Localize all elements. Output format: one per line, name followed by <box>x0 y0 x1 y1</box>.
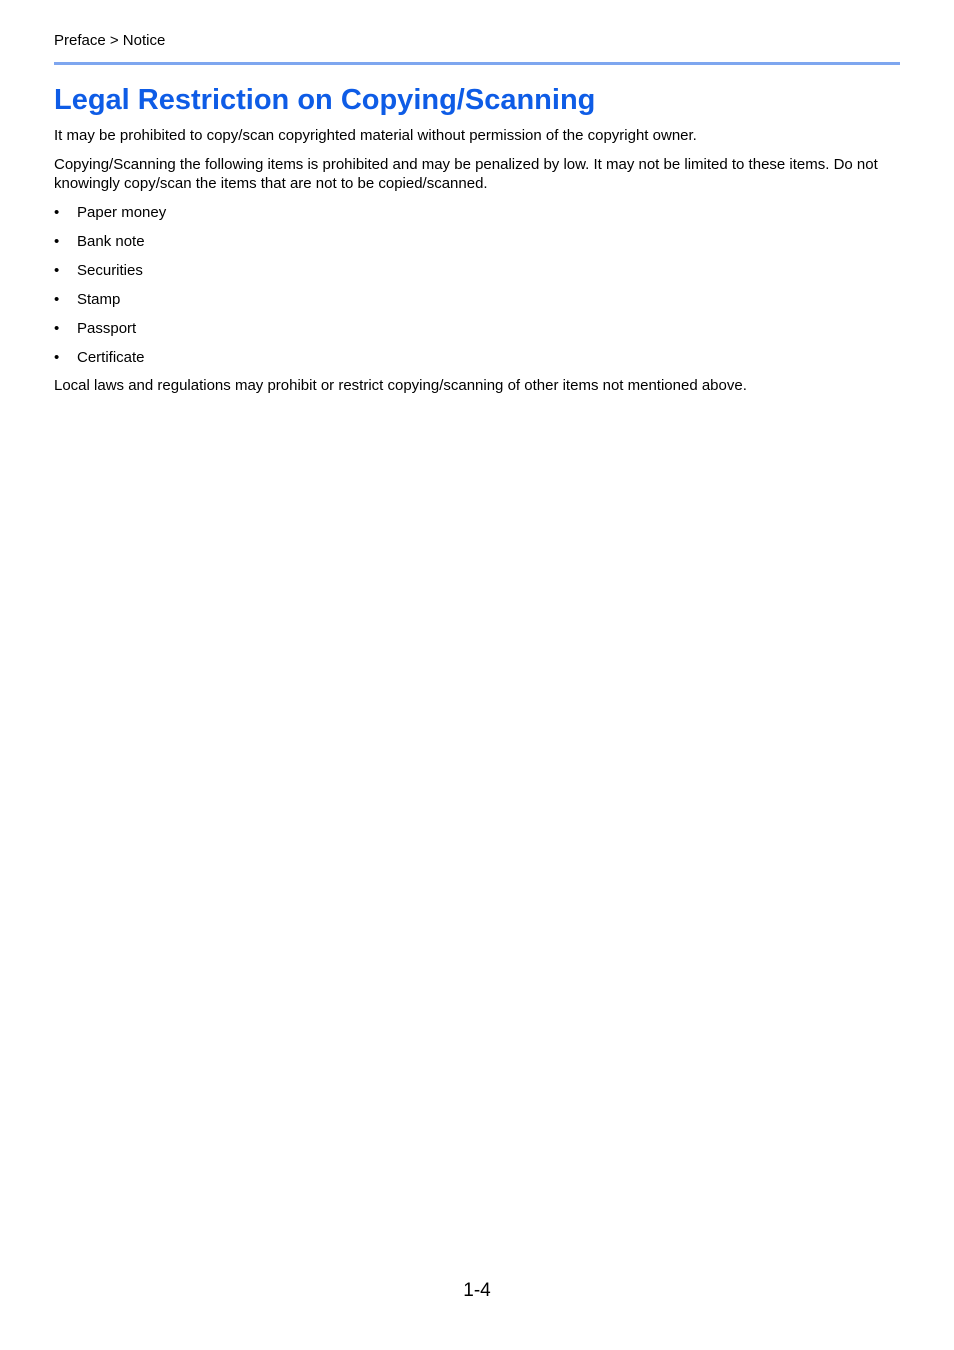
list-item-label: Stamp <box>77 291 121 308</box>
list-item-label: Securities <box>77 262 143 279</box>
intro-paragraph: It may be prohibited to copy/scan copyrighted material without permission of the copyright owner. <box>54 127 697 144</box>
page-title: Legal Restriction on Copying/Scanning <box>54 84 596 116</box>
prohibited-items-paragraph: Copying/Scanning the following items is prohibited and may be penalized by low. It may not be limited to these items. Do not knowingly copy/scan the items that are not to be copied/scanned. <box>54 156 878 192</box>
bullet-icon: • <box>54 320 60 337</box>
list-item <box>54 232 166 261</box>
list-item-label: Bank note <box>77 233 145 250</box>
list-item <box>54 290 166 319</box>
bullet-icon: • <box>54 262 60 279</box>
bullet-icon: • <box>54 204 60 221</box>
list-item-label: Passport <box>77 320 137 337</box>
list-item <box>54 261 166 290</box>
page-number: 1-4 <box>463 1280 491 1301</box>
bullet-icon: • <box>54 233 60 250</box>
list-item-label: Paper money <box>77 204 167 221</box>
closing-paragraph: Local laws and regulations may prohibit or restrict copying/scanning of other items not mentioned above. <box>54 377 747 394</box>
list-item <box>54 319 166 348</box>
bullet-icon: • <box>54 349 60 366</box>
list-item <box>54 348 166 377</box>
breadcrumb: Preface > Notice <box>54 32 166 49</box>
list-item <box>54 203 166 232</box>
prohibited-items-list <box>54 203 166 377</box>
list-item-label: Certificate <box>77 349 145 366</box>
header-divider <box>54 62 900 65</box>
bullet-icon: • <box>54 291 60 308</box>
